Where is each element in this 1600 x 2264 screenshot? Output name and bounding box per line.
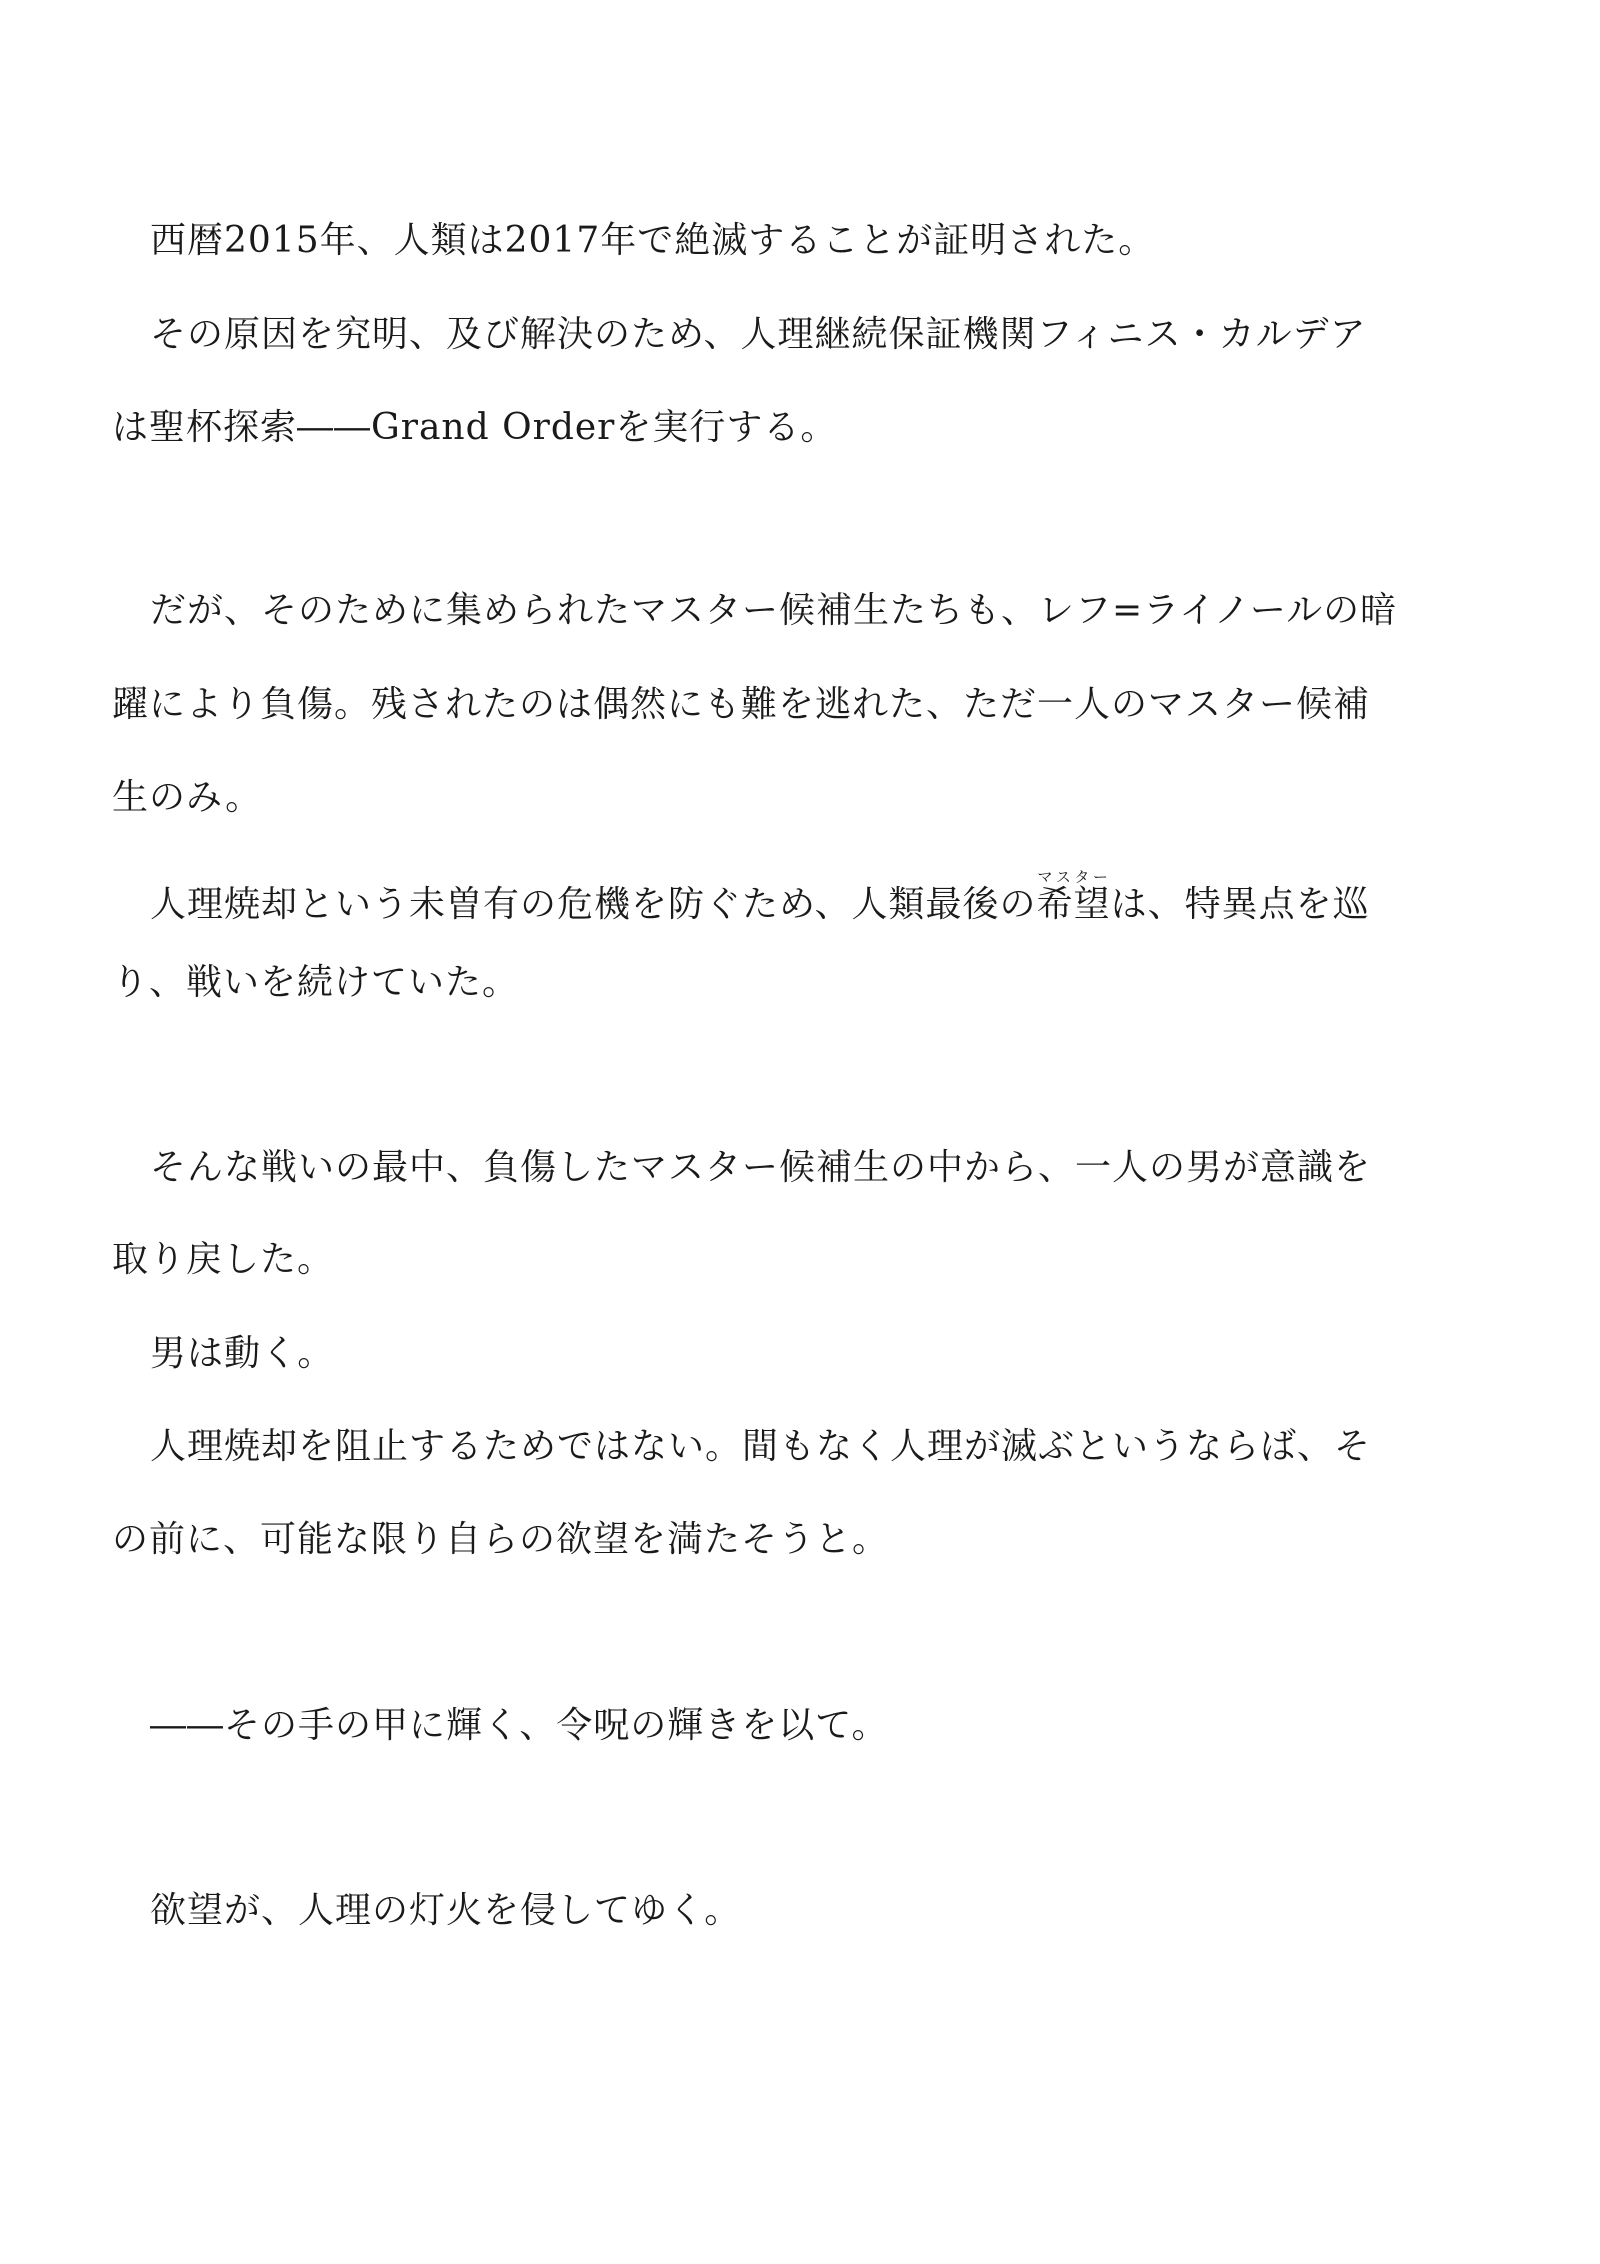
ruby-text: マスター <box>1036 868 1111 886</box>
ruby-base: 希望 <box>1036 884 1111 925</box>
text-line: り、戦いを続けていた。 <box>112 962 520 1003</box>
text-line-with-ruby <box>150 868 1540 927</box>
text-line: は聖杯探索――Grand Orderを実行する。 <box>112 407 838 448</box>
text-line: 人理焼却を阻止するためではない。間もなく人理が滅ぶというならば、そ <box>150 1426 1372 1467</box>
text-line: の前に、可能な限り自らの欲望を満たそうと。 <box>112 1519 890 1560</box>
text-line: その原因を究明、及び解決のため、人理継続保証機関フィニス・カルデア <box>150 314 1367 355</box>
text-line: だが、そのために集められたマスター候補生たちも、レフ=ライノールの暗 <box>150 590 1398 631</box>
text-line: 生のみ。 <box>112 777 263 818</box>
text-line: 西暦2015年、人類は2017年で絶滅することが証明された。 <box>150 220 1156 261</box>
text-segment: は、特異点を巡 <box>1110 884 1370 925</box>
text-line: 欲望が、人理の灯火を侵してゆく。 <box>150 1890 742 1931</box>
text-line: 躍により負傷。残されたのは偶然にも難を逃れた、ただ一人のマスター候補 <box>112 684 1371 725</box>
text-line: 男は動く。 <box>150 1333 335 1374</box>
text-line: そんな戦いの最中、負傷したマスター候補生の中から、一人の男が意識を <box>150 1147 1372 1188</box>
ruby-annotation <box>1036 868 1111 925</box>
text-line: ――その手の甲に輝く、令呪の輝きを以て。 <box>150 1705 889 1746</box>
text-segment: 人理焼却という未曽有の危機を防ぐため、人類最後の <box>150 884 1037 925</box>
text-line: 取り戻した。 <box>112 1239 335 1280</box>
